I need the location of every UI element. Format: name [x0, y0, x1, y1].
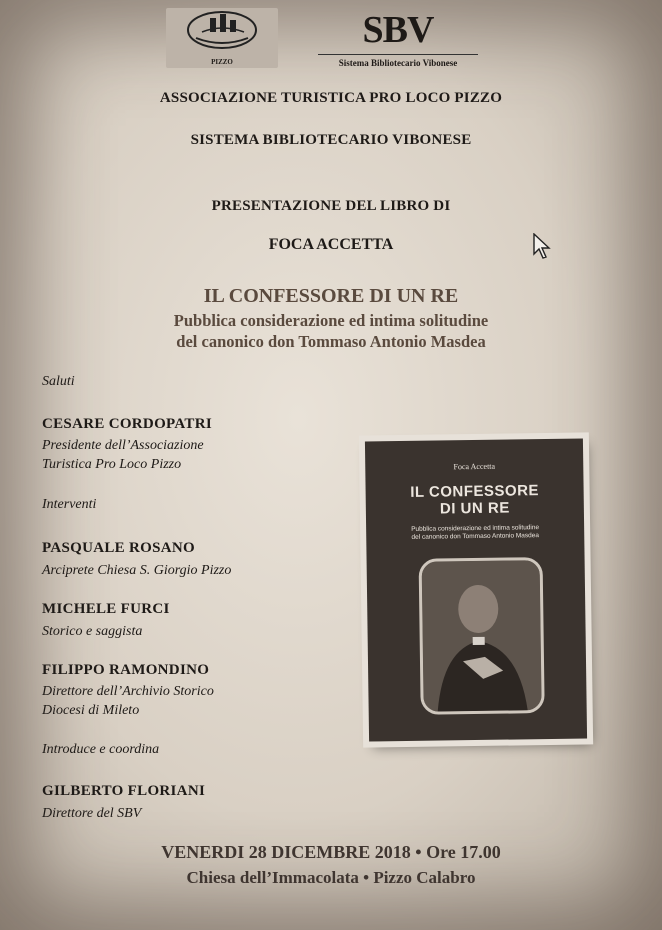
cover-subtitle-line2: del canonico don Tommaso Antonio Masdea	[411, 532, 540, 541]
speaker-role: Diocesi di Mileto	[42, 703, 140, 718]
mouse-cursor-icon	[533, 233, 551, 264]
interventi-label: Interventi	[42, 497, 97, 512]
speaker-role: Arciprete Chiesa S. Giorgio Pizzo	[42, 563, 232, 578]
book-subtitle-line1: Pubblica considerazione ed intima solitudine	[173, 311, 489, 330]
cover-author: Foca Accetta	[453, 461, 496, 472]
sbv-logo	[318, 8, 478, 72]
speaker-role: Direttore dell’Archivio Storico	[42, 684, 214, 699]
speaker-role: Direttore del SBV	[42, 806, 142, 821]
cover-title-line1: IL CONFESSORE	[410, 482, 540, 501]
speaker-name: PASQUALE ROSANO	[42, 540, 195, 556]
cover-portrait	[419, 557, 545, 715]
speaker-role: Turistica Pro Loco Pizzo	[42, 457, 182, 472]
speaker-name: CESARE CORDOPATRI	[42, 416, 212, 432]
speaker-role: Storico e saggista	[42, 624, 143, 639]
event-place: Chiesa dell’Immacolata • Pizzo Calabro	[186, 868, 476, 887]
author-name: FOCA ACCETTA	[268, 236, 394, 253]
speaker-name: GILBERTO FLORIANI	[42, 783, 206, 799]
priest-portrait-icon	[422, 560, 542, 712]
book-title: IL CONFESSORE DI UN RE	[203, 285, 459, 307]
introduce-label: Introduce e coordina	[42, 742, 160, 757]
sbv-mark: SBV	[362, 9, 434, 51]
saluti-label: Saluti	[42, 374, 75, 389]
pro-loco-logo	[166, 8, 278, 68]
speaker-name: FILIPPO RAMONDINO	[42, 662, 210, 678]
speaker-name: MICHELE FURCI	[42, 601, 170, 617]
cover-subtitle-line1: Pubblica considerazione ed intima solitudine	[411, 524, 540, 533]
pro-loco-emblem-icon	[166, 8, 278, 58]
presentation-heading: PRESENTAZIONE DEL LIBRO DI	[211, 198, 451, 214]
pro-loco-caption: PIZZO	[211, 58, 233, 66]
event-date-time: VENERDI 28 DICEMBRE 2018 • Ore 17.00	[161, 842, 501, 862]
book-cover	[365, 438, 587, 741]
association-heading: ASSOCIAZIONE TURISTICA PRO LOCO PIZZO	[159, 90, 503, 106]
sbv-caption: Sistema Bibliotecario Vibonese	[318, 54, 478, 68]
speaker-role: Presidente dell’Associazione	[42, 438, 204, 453]
cover-title-line2: DI UN RE	[439, 499, 510, 518]
book-subtitle-line2: del canonico don Tommaso Antonio Masdea	[176, 332, 486, 351]
library-system-heading: SISTEMA BIBLIOTECARIO VIBONESE	[190, 132, 472, 148]
